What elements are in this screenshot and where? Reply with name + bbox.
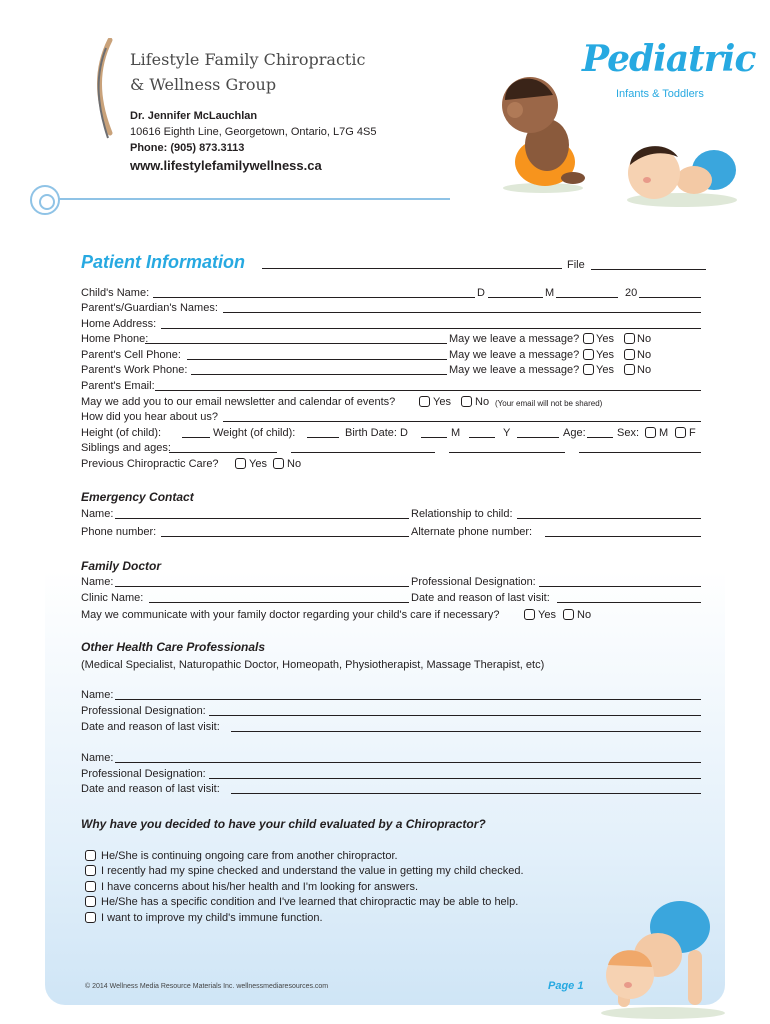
hear-about-input[interactable] <box>223 421 701 422</box>
childs-dob-m-input[interactable] <box>556 297 618 298</box>
work-msg-no-label: No <box>637 364 652 376</box>
childs-dob-year-label: 20 <box>625 287 638 299</box>
guardians-input[interactable] <box>223 312 701 313</box>
home-msg-yes-label: Yes <box>596 333 614 345</box>
age-label: Age: <box>563 427 586 439</box>
hear-about-label: How did you hear about us? <box>81 411 218 423</box>
sex-male-checkbox[interactable] <box>645 427 656 438</box>
birth-date-d-label: Birth Date: D <box>345 427 408 439</box>
reason-3-label: I have concerns about his/her health and I'm looking for answers. <box>101 881 419 893</box>
prev-care-yes-checkbox[interactable] <box>235 458 246 469</box>
sibling-4-input[interactable] <box>579 452 701 453</box>
email-not-shared-note: (Your email will not be shared) <box>495 399 603 408</box>
clinic-phone: Phone: (905) 873.3113 <box>130 142 245 154</box>
birth-date-m-input[interactable] <box>469 437 495 438</box>
birth-date-y-input[interactable] <box>517 437 559 438</box>
height-input[interactable] <box>182 437 210 438</box>
alternate-phone-label: Alternate phone number: <box>411 526 533 538</box>
patient-title-line <box>262 268 562 269</box>
clinic-website[interactable]: www.lifestylefamilywellness.ca <box>130 158 322 173</box>
clinic-address: 10616 Eighth Line, Georgetown, Ontario, L7G 4S5 <box>130 126 377 138</box>
brand-title: Pediatric <box>582 38 756 80</box>
other2-name-input[interactable] <box>115 762 701 763</box>
sex-label: Sex: <box>617 427 640 439</box>
sex-female-label: F <box>689 427 696 439</box>
file-label: File <box>567 259 585 271</box>
other-professionals-title: Other Health Care Professionals <box>81 640 266 654</box>
page-number: Page 1 <box>548 980 584 992</box>
newsletter-yes-label: Yes <box>433 396 451 408</box>
clinic-name-input[interactable] <box>149 602 409 603</box>
other2-name-label: Name: <box>81 752 114 764</box>
cell-msg-no-checkbox[interactable] <box>624 349 635 360</box>
sibling-2-input[interactable] <box>291 452 435 453</box>
newsletter-yes-checkbox[interactable] <box>419 396 430 407</box>
emergency-name-label: Name: <box>81 508 114 520</box>
home-msg-no-label: No <box>637 333 652 345</box>
other-professionals-subtitle: (Medical Specialist, Naturopathic Doctor, Homeopath, Physiotherapist, Massage Therapist, etc) <box>81 659 545 671</box>
home-address-input[interactable] <box>161 328 701 329</box>
home-msg-no-checkbox[interactable] <box>624 333 635 344</box>
reason-1-checkbox[interactable] <box>85 850 96 861</box>
doctor-last-visit-input[interactable] <box>557 602 701 603</box>
guardians-label: Parent's/Guardian's Names: <box>81 302 218 314</box>
header-divider <box>55 198 450 200</box>
reason-1-label: He/She is continuing ongoing care from another chiropractor. <box>101 850 398 862</box>
communicate-no-checkbox[interactable] <box>563 609 574 620</box>
doctor-name-input[interactable] <box>115 586 409 587</box>
childs-dob-year-input[interactable] <box>639 297 701 298</box>
doctor-communicate-label: May we communicate with your family doctor regarding your child's care if necessary? <box>81 609 500 621</box>
childs-name-input[interactable] <box>153 297 475 298</box>
lying-baby-illustration <box>622 135 737 210</box>
other1-name-label: Name: <box>81 689 114 701</box>
emergency-contact-title: Emergency Contact <box>81 490 194 504</box>
relationship-input[interactable] <box>517 518 701 519</box>
doctor-designation-label: Professional Designation: <box>411 576 536 588</box>
communicate-yes-label: Yes <box>538 609 556 621</box>
communicate-yes-checkbox[interactable] <box>524 609 535 620</box>
other1-last-visit-input[interactable] <box>231 731 701 732</box>
home-msg-yes-checkbox[interactable] <box>583 333 594 344</box>
work-msg-yes-checkbox[interactable] <box>583 364 594 375</box>
email-input[interactable] <box>155 390 701 391</box>
logo-line-2: & Wellness Group <box>130 75 277 94</box>
childs-name-label: Child's Name: <box>81 287 150 299</box>
cell-msg-yes-checkbox[interactable] <box>583 349 594 360</box>
other2-designation-label: Professional Designation: <box>81 768 206 780</box>
weight-input[interactable] <box>307 437 339 438</box>
family-doctor-title: Family Doctor <box>81 559 162 573</box>
cell-phone-input[interactable] <box>187 359 447 360</box>
relationship-label: Relationship to child: <box>411 508 513 520</box>
other1-last-visit-label: Date and reason of last visit: <box>81 721 220 733</box>
other2-designation-input[interactable] <box>209 778 701 779</box>
childs-dob-m-label: M <box>545 287 555 299</box>
home-leave-message-label: May we leave a message? <box>449 333 580 345</box>
doctor-name: Dr. Jennifer McLauchlan <box>130 110 258 122</box>
patient-information-title: Patient Information <box>81 252 246 272</box>
other1-designation-input[interactable] <box>209 715 701 716</box>
home-address-label: Home Address: <box>81 318 157 330</box>
file-input[interactable] <box>591 269 706 270</box>
sitting-baby-illustration <box>495 70 590 195</box>
reason-4-checkbox[interactable] <box>85 896 96 907</box>
email-label: Parent's Email: <box>81 380 155 392</box>
cell-phone-label: Parent's Cell Phone: <box>81 349 181 361</box>
newsletter-no-label: No <box>475 396 490 408</box>
birth-date-y-label: Y <box>503 427 511 439</box>
siblings-label: Siblings and ages: <box>81 442 171 454</box>
doctor-last-visit-label: Date and reason of last visit: <box>411 592 550 604</box>
emergency-phone-label: Phone number: <box>81 526 157 538</box>
reason-2-label: I recently had my spine checked and understand the value in getting my child checked. <box>101 865 524 877</box>
cell-msg-yes-label: Yes <box>596 349 614 361</box>
other1-designation-label: Professional Designation: <box>81 705 206 717</box>
prev-care-yes-label: Yes <box>249 458 267 470</box>
prev-care-no-label: No <box>287 458 302 470</box>
sex-male-label: M <box>659 427 669 439</box>
home-phone-input[interactable] <box>145 343 447 344</box>
newsletter-label: May we add you to our email newsletter and calendar of events? <box>81 396 396 408</box>
sibling-1-input[interactable] <box>169 452 277 453</box>
childs-dob-d-input[interactable] <box>488 297 543 298</box>
cell-msg-no-label: No <box>637 349 652 361</box>
reason-5-checkbox[interactable] <box>85 912 96 923</box>
other2-last-visit-input[interactable] <box>231 793 701 794</box>
childs-dob-d-label: D <box>477 287 485 299</box>
prev-care-no-checkbox[interactable] <box>273 458 284 469</box>
reason-3-checkbox[interactable] <box>85 881 96 892</box>
other1-name-input[interactable] <box>115 699 701 700</box>
work-phone-input[interactable] <box>191 374 447 375</box>
brand-subtitle: Infants & Toddlers <box>616 88 704 100</box>
sibling-3-input[interactable] <box>449 452 565 453</box>
communicate-no-label: No <box>577 609 592 621</box>
swirl-icon <box>30 185 60 215</box>
height-label: Height (of child): <box>81 427 162 439</box>
birth-date-m-label: M <box>451 427 461 439</box>
weight-label: Weight (of child): <box>213 427 296 439</box>
reason-5-label: I want to improve my child's immune function. <box>101 912 323 924</box>
why-chiropractor-question: Why have you decided to have your child evaluated by a Chiropractor? <box>81 817 486 831</box>
emergency-name-input[interactable] <box>115 518 409 519</box>
crawling-baby-illustration <box>588 895 738 1020</box>
alternate-phone-input[interactable] <box>545 536 701 537</box>
work-msg-no-checkbox[interactable] <box>624 364 635 375</box>
age-input[interactable] <box>587 437 613 438</box>
doctor-name-label: Name: <box>81 576 114 588</box>
other2-last-visit-label: Date and reason of last visit: <box>81 783 220 795</box>
sex-female-checkbox[interactable] <box>675 427 686 438</box>
chiropractic-logo-icon <box>92 38 122 148</box>
work-leave-message-label: May we leave a message? <box>449 364 580 376</box>
clinic-name-label: Clinic Name: <box>81 592 144 604</box>
footer-copyright: © 2014 Wellness Media Resource Materials Inc. wellnessmediaresources.com <box>85 983 329 990</box>
newsletter-no-checkbox[interactable] <box>461 396 472 407</box>
doctor-designation-input[interactable] <box>539 586 701 587</box>
reason-4-label: He/She has a specific condition and I've learned that chiropractic may be able to help. <box>101 896 519 908</box>
birth-date-d-input[interactable] <box>421 437 447 438</box>
emergency-phone-input[interactable] <box>161 536 409 537</box>
cell-leave-message-label: May we leave a message? <box>449 349 580 361</box>
work-phone-label: Parent's Work Phone: <box>81 364 188 376</box>
work-msg-yes-label: Yes <box>596 364 614 376</box>
previous-care-label: Previous Chiropractic Care? <box>81 458 219 470</box>
home-phone-label: Home Phone: <box>81 333 149 345</box>
logo-line-1: Lifestyle Family Chiropractic <box>130 50 366 69</box>
reason-2-checkbox[interactable] <box>85 865 96 876</box>
